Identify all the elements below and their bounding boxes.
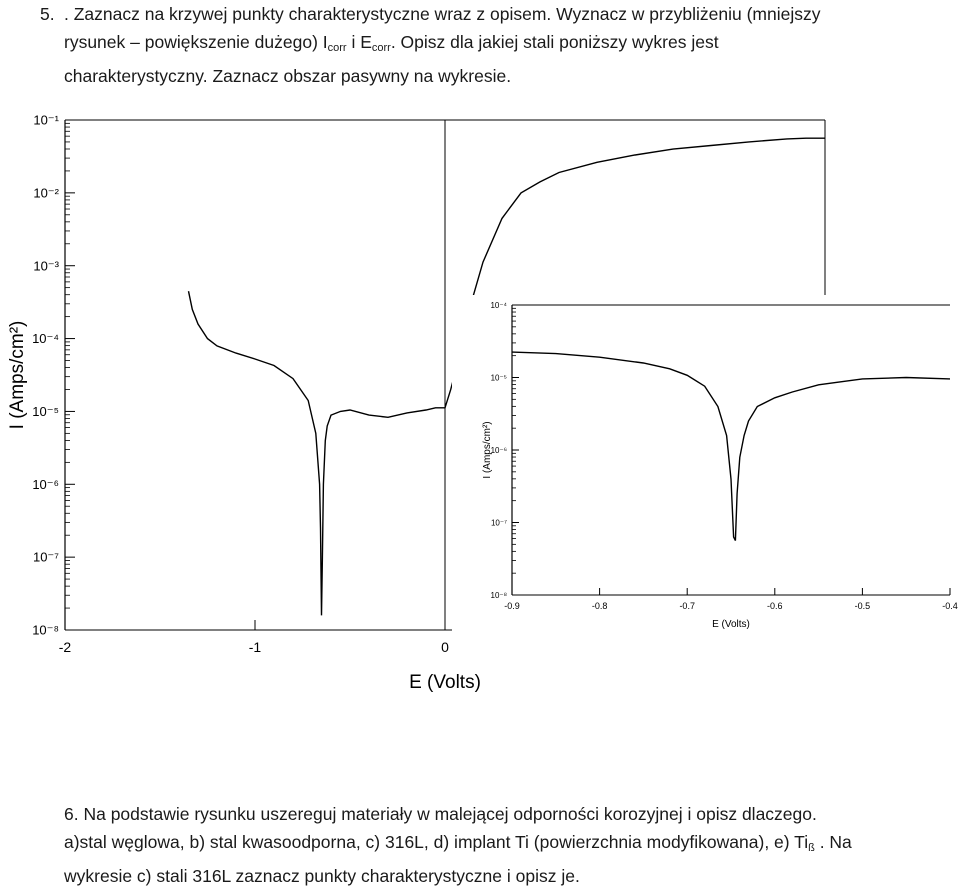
task-5-line-3: charakterystyczny. Zaznacz obszar pasywny na wykresie. — [64, 66, 512, 86]
task-5-paragraph — [64, 0, 944, 90]
y-tick-label: 10⁻⁴ — [490, 300, 507, 310]
inset-background — [452, 295, 960, 655]
polarization-chart-figure — [0, 100, 960, 700]
x-tick-label: -0.8 — [591, 601, 608, 611]
y-tick-label: 10⁻⁸ — [490, 590, 507, 600]
subscript-corr-1: corr — [327, 42, 347, 54]
y-tick-label: 10⁻² — [33, 185, 59, 201]
y-tick-label: 10⁻⁷ — [490, 518, 507, 528]
task-6-paragraph — [64, 800, 944, 890]
x-tick-label: -0.4 — [942, 601, 958, 611]
y-tick-label: 10⁻⁷ — [32, 549, 59, 565]
subscript-beta: ß — [808, 842, 815, 854]
task-6-line-3: wykresie c) stali 316L zaznacz punkty charakterystyczne i opisz je. — [64, 866, 580, 886]
y-tick-label: 10⁻⁶ — [490, 445, 507, 455]
subscript-corr-2: corr — [371, 42, 391, 54]
task-5-line-2b: i E — [346, 32, 372, 52]
y-tick-label: 10⁻³ — [33, 258, 59, 274]
y-axis-title: I (Amps/cm²) — [482, 421, 493, 479]
x-tick-label: 0 — [441, 639, 449, 655]
task-6-line-2a: a)stal węglowa, b) stal kwasoodporna, c) 316L, d) implant Ti (powierzchnia modyfikowana), e) Ti — [64, 832, 809, 852]
task-6-line-1: 6. Na podstawie rysunku uszereguj materiały w malejącej odporności korozyjnej i opisz dlaczego. — [64, 804, 817, 824]
y-tick-label: 10⁻⁵ — [32, 403, 59, 419]
x-tick-label: -0.9 — [504, 601, 520, 611]
y-axis-title: I (Amps/cm²) — [7, 320, 28, 430]
x-tick-label: -0.7 — [679, 601, 695, 611]
x-tick-label: -2 — [58, 639, 72, 655]
inset-zoom-chart — [452, 295, 960, 655]
task-5-number: 5. — [40, 4, 55, 24]
y-tick-label: 10⁻¹ — [33, 112, 59, 128]
task-5-line-2a: rysunek – powiększenie dużego) I — [64, 32, 328, 52]
y-tick-label: 10⁻⁶ — [32, 476, 59, 492]
y-tick-label: 10⁻⁸ — [32, 622, 59, 638]
task-5-line-2c: . Opisz dla jakiej stali poniższy wykres jest — [390, 32, 719, 52]
y-tick-label: 10⁻⁴ — [32, 331, 59, 347]
task-6-line-2b: . Na — [814, 832, 852, 852]
task-5-line-1: . Zaznacz na krzywej punkty charakterystyczne wraz z opisem. Wyznacz w przybliżeniu (mniejszy — [64, 4, 821, 24]
y-tick-label: 10⁻⁵ — [490, 373, 507, 383]
x-tick-label: -0.6 — [767, 601, 783, 611]
x-tick-label: -1 — [248, 639, 262, 655]
x-axis-title: E (Volts) — [712, 619, 750, 630]
polarization-charts-svg — [0, 100, 960, 700]
x-tick-label: -0.5 — [854, 601, 871, 611]
x-axis-title: E (Volts) — [409, 672, 481, 693]
